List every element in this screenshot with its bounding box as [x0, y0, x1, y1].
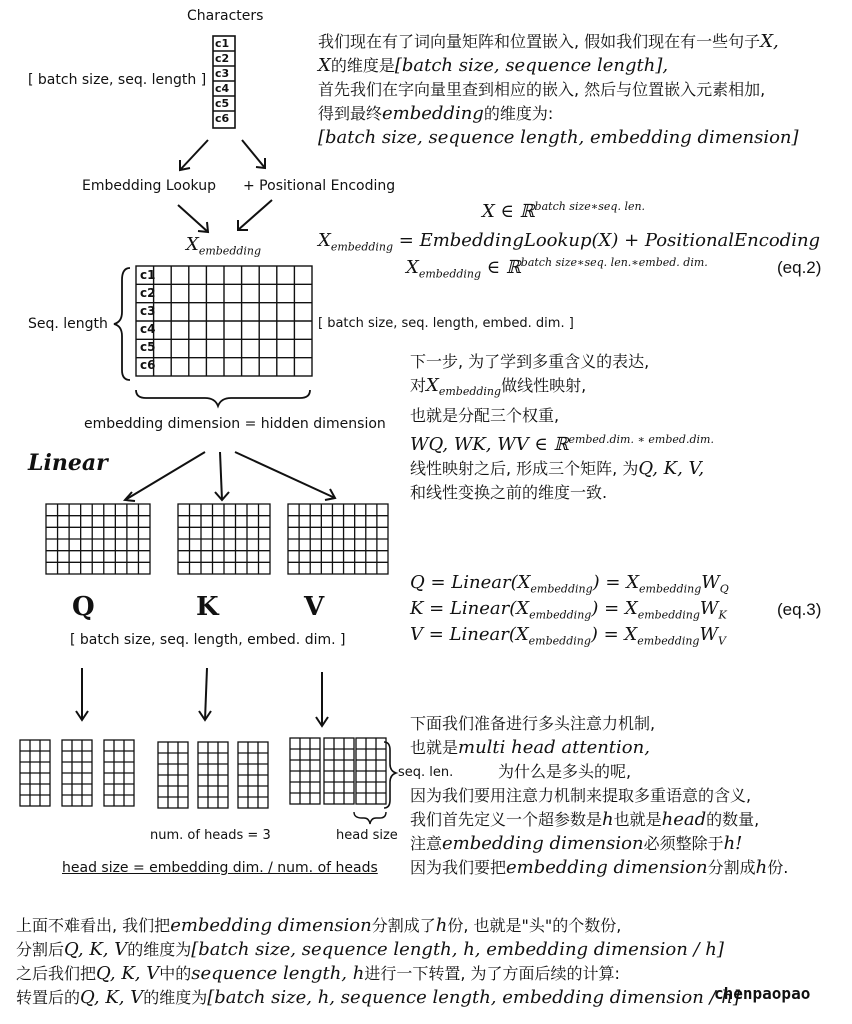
embedding-row-label: c1 [140, 268, 156, 282]
eq3-q: $Q = Linear(X_{embedding}) = X_{embedding}W_Q$ [410, 572, 729, 596]
char-cell: c4 [215, 82, 230, 95]
seq-length-label: Seq. length [28, 316, 108, 332]
para2: 下一步, 为了学到多重含义的表达, 对$X_{embedding}$做线性映射, 也就是分配三个权重, WQ, WK, WV ∈ ℝ$^{embed.dim. ∗ embed.dim.}$ 线性映射之后, 形成三个矩阵, 为Q, K, V, 和线性变换之前的维度一致. [410, 352, 714, 503]
num-heads-label: num. of heads = 3 [150, 828, 271, 843]
k-matrix-label: K [196, 592, 219, 622]
eq3-tag: (eq.3) [777, 600, 822, 619]
char-cell: c1 [215, 37, 230, 50]
eq3-k: $K = Linear(X_{embedding}) = X_{embedding}W_K$ [410, 598, 727, 622]
watermark: chenpaopao [714, 984, 811, 1003]
embedding-row-label: c3 [140, 304, 156, 318]
eq2-tag: (eq.2) [777, 258, 822, 277]
para1: 我们现在有了词向量矩阵和位置嵌入, 假如我们现在有一些句子X, X的维度是[batch size, sequence length], 首先我们在字向量里查到相应的嵌入, 然后与位置嵌入元素相加, 得到最终embedding的维度为: [batch size, sequence length, embedding dimension] [318, 31, 799, 148]
batch-seq-label: [ batch size, seq. length ] [28, 72, 207, 88]
char-cell: c5 [215, 97, 230, 110]
qkv-shape-label: [ batch size, seq. length, embed. dim. ] [70, 632, 346, 648]
embedding-lookup-label: Embedding Lookup [82, 178, 216, 194]
seq-len-label: seq. len. [398, 765, 454, 780]
char-cell: c2 [215, 52, 230, 65]
eq2-line3: $X_{embedding}$ ∈ ℝ$^{batch size∗seq. len.∗embed. dim.}$ [406, 256, 708, 281]
char-cell: c6 [215, 112, 230, 125]
head-size-label: head size [336, 828, 398, 843]
eq2-line1: X ∈ ℝ$^{batch size∗seq. len.}$ [482, 200, 646, 222]
embedding-row-label: c5 [140, 340, 156, 354]
v-matrix-label: V [304, 592, 325, 622]
para3: 下面我们准备进行多头注意力机制, 也就是multi head attention, 为什么是多头的呢, 因为我们要用注意力机制来提取多重语意的含义, 我们首先定义一个超参数是h也就是head的数量, 注意embedding dimension必须整除于h! 因为我们要把embedding dimension分割成h份. [410, 714, 789, 878]
embedding-row-label: c2 [140, 286, 156, 300]
q-matrix-label: Q [72, 592, 95, 622]
head-size-formula: head size = embedding dim. / num. of heads [62, 860, 378, 876]
eq3-v: $V = Linear(X_{embedding}) = X_{embedding}W_V$ [410, 624, 726, 648]
x-embedding-label: $X_{embedding}$ [186, 234, 262, 258]
linear-label: Linear [28, 450, 108, 476]
embedding-hidden-dim-label: embedding dimension = hidden dimension [84, 416, 386, 432]
eq2-line2: $X_{embedding}$ = EmbeddingLookup(X) + PositionalEncoding [318, 230, 821, 254]
embedding-row-label: c4 [140, 322, 156, 336]
positional-encoding-label: + Positional Encoding [243, 178, 396, 194]
char-cell: c3 [215, 67, 230, 80]
embedding-row-label: c6 [140, 358, 156, 372]
embedding-shape-label: [ batch size, seq. length, embed. dim. ] [318, 316, 574, 331]
characters-label: Characters [187, 8, 264, 24]
para4: 上面不难看出, 我们把embedding dimension分割成了h份, 也就是"头"的个数份, 分割后Q, K, V的维度为[batch size, sequence length, h, embedding dimension / h] 之后我们把Q, K, V中的sequence length, h进行一下转置, 为了方面后续的计算: 转置后的Q, K, V的维度为[batch size, h, sequence length, embedding dimension / h] [16, 915, 740, 1008]
